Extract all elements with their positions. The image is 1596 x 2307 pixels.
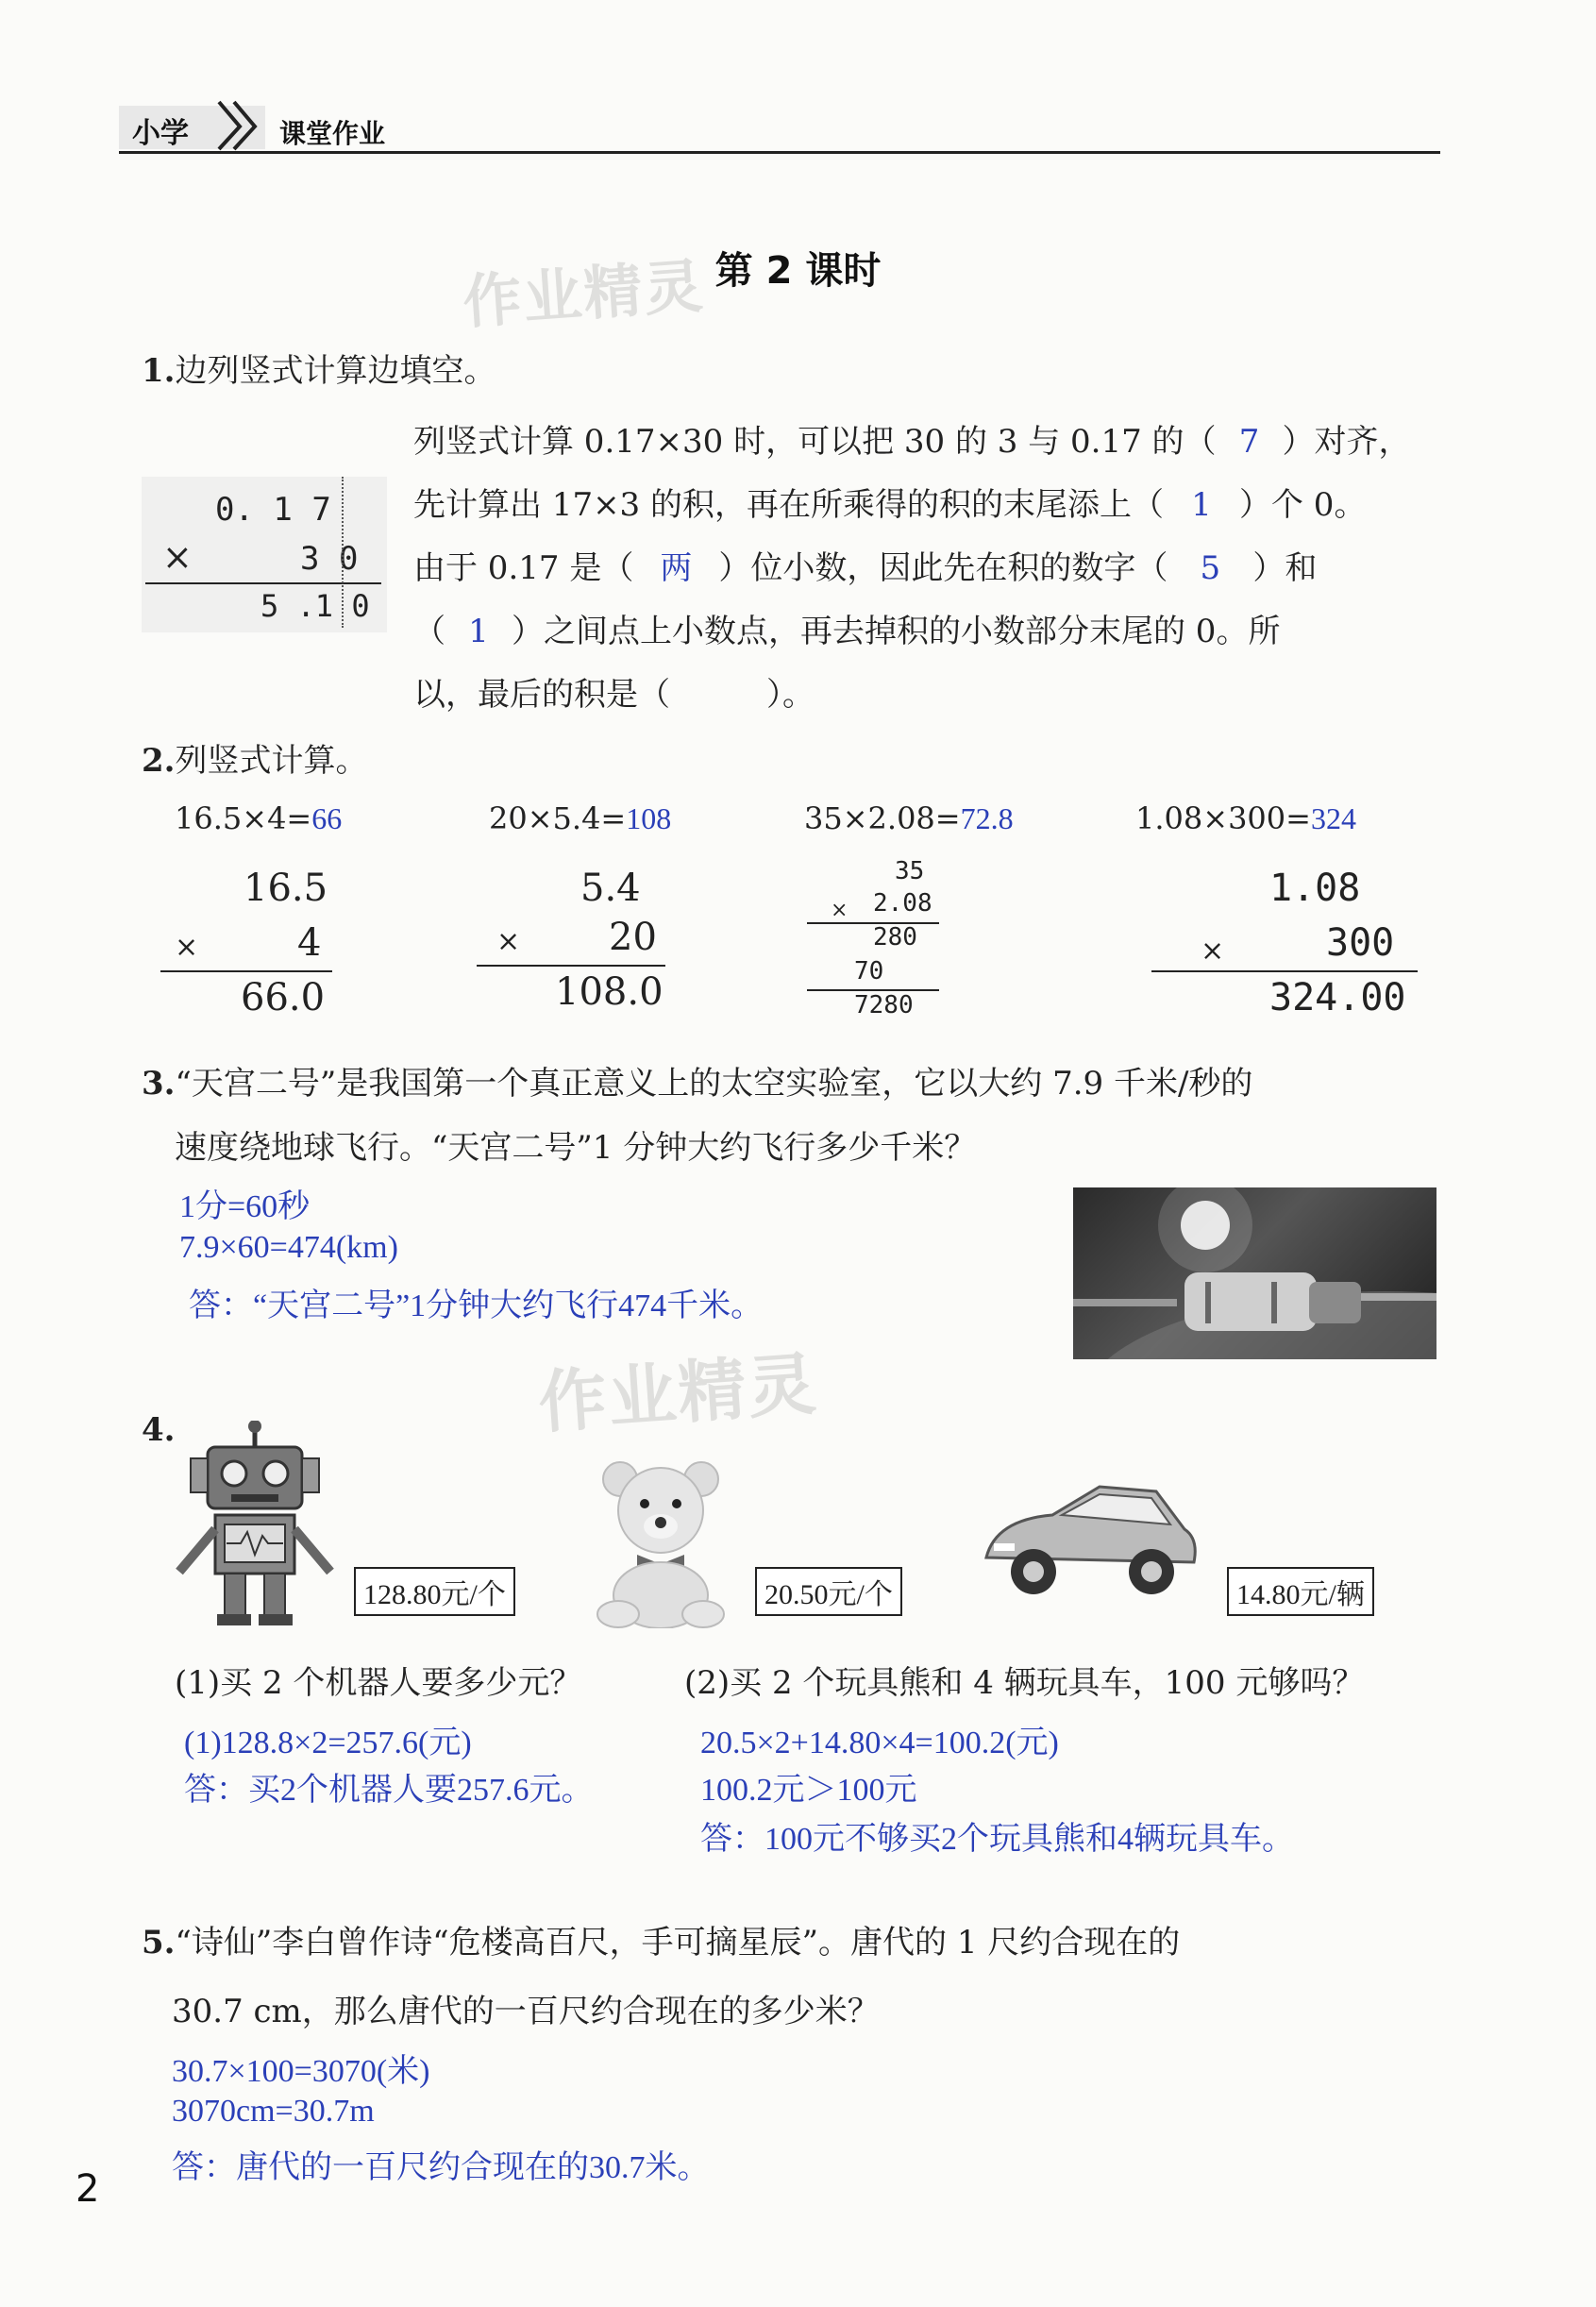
robot-icon (170, 1421, 340, 1628)
robot-price-tag: 128.80元/个 (354, 1567, 515, 1616)
q2-p4-top: 1.08 (1269, 867, 1361, 910)
q5-answer-2: 3070cm=30.7m (172, 2094, 375, 2129)
q4-answer-2b: 100.2元＞100元 (700, 1773, 917, 1808)
q2-p2-line (477, 965, 665, 967)
times-sign: × (162, 536, 193, 578)
q1-vert-line (145, 582, 381, 584)
q2-p1-result: 66.0 (241, 976, 326, 1019)
q3-number: 3. (142, 1065, 176, 1103)
q1-vert-result: 5 .1 0 (260, 588, 370, 624)
q5-line1: 5.“诗仙”李白曾作诗“危楼高百尺，手可摘星辰”。唐代的 1 尺约合现在的 (142, 1924, 1181, 1962)
q1-line1: 列竖式计算 0.17×30 时，可以把 30 的 3 与 0.17 的（ 7 ）对齐， (413, 423, 1411, 461)
tiangong-image (1073, 1187, 1436, 1359)
watermark-middle: 作业精灵 (535, 1343, 821, 1443)
q1-line5: 以，最后的积是（ ）。 (413, 676, 815, 714)
header-right-label: 课堂作业 (279, 118, 386, 149)
q2-p3-partial1: 280 (873, 923, 917, 951)
q3-answer-1: 1分=60秒 (179, 1189, 311, 1224)
q5-answer-1: 30.7×100=3070(米) (172, 2054, 430, 2089)
q5-line2: 30.7 cm，那么唐代的一百尺约合现在的多少米？ (172, 1993, 880, 2030)
q1-blank4: 5 (1200, 549, 1221, 587)
times-sign: × (831, 899, 848, 922)
q2-prompt: 2.列竖式计算。 (142, 742, 368, 780)
q4-answer-1a: (1)128.8×2=257.6(元) (184, 1726, 472, 1760)
q3-answer-2: 7.9×60=474(km) (179, 1230, 398, 1265)
q5-number: 5. (142, 1924, 176, 1962)
q1-line2: 先计算出 17×3 的积，再在所乘得的积的末尾添上（ 1 ）个 0。 (413, 486, 1367, 524)
q2-p3-partial2: 70 (854, 957, 884, 985)
header-rule (119, 151, 1440, 154)
q3-line2: 速度绕地球飞行。“天宫二号”1 分钟大约飞行多少千米？ (175, 1129, 977, 1167)
q1-vert-row2: 3 0 (300, 540, 359, 578)
q4-answer-2a: 20.5×2+14.80×4=100.2(元) (700, 1726, 1059, 1760)
teddy-bear-icon (590, 1458, 731, 1628)
q1-number: 1. (142, 352, 176, 390)
q2-p4-result: 324.00 (1269, 976, 1406, 1019)
q2-p3-top: 35 (895, 857, 925, 885)
q2-p1-expr: 16.5×4=66 (175, 800, 343, 836)
q4-sub2: (2)买 2 个玩具熊和 4 辆玩具车，100 元够吗？ (684, 1664, 1365, 1702)
q1-align-guide (342, 477, 344, 628)
q1-line3: 由于 0.17 是（ 两 ）位小数，因此先在积的数字（ 5 ）和 (413, 542, 1317, 588)
q1-blank3: 两 (660, 549, 693, 587)
q2-p4-line (1151, 970, 1418, 972)
q1-blank5: 1 (468, 613, 489, 650)
car-price-tag: 14.80元/辆 (1227, 1567, 1374, 1616)
q2-number: 2. (142, 742, 176, 780)
q4-sub1: (1)买 2 个机器人要多少元？ (175, 1664, 582, 1702)
q5-answer-3: 答：唐代的一百尺约合现在的30.7米。 (172, 2150, 710, 2185)
q2-p1-top: 16.5 (244, 867, 328, 910)
page-number: 2 (76, 2167, 100, 2211)
q4-answer-1b: 答：买2个机器人要257.6元。 (184, 1773, 594, 1808)
q1-vert-row1: 0. 1 7 (215, 491, 331, 529)
q3-line1: 3.“天宫二号”是我国第一个真正意义上的太空实验室，它以大约 7.9 千米/秒的 (142, 1065, 1253, 1103)
q1-vertical-calc (142, 477, 387, 632)
q2-p3-expr: 35×2.08=72.8 (804, 800, 1014, 836)
q2-p2-result: 108.0 (555, 970, 664, 1014)
q2-p3-result: 7280 (854, 991, 914, 1019)
q2-p4-mul: 300 (1326, 921, 1395, 965)
q1-blank1: 7 (1238, 423, 1260, 461)
q1-prompt: 1.边列竖式计算边填空。 (142, 352, 496, 390)
times-sign: × (1201, 935, 1225, 968)
header-left-label: 小学 (132, 117, 189, 150)
q2-p2-expr: 20×5.4=108 (489, 800, 672, 836)
q3-answer-3: 答：“天宫二号”1分钟大约飞行474千米。 (189, 1288, 764, 1323)
times-sign: × (496, 925, 521, 958)
q2-p3-mul: 2.08 (873, 889, 932, 918)
space-station-photo (1073, 1187, 1436, 1359)
q2-p2-mul: 20 (609, 916, 657, 959)
q2-p1-line (160, 970, 332, 972)
q4-answer-2c: 答：100元不够买2个玩具熊和4辆玩具车。 (700, 1822, 1294, 1857)
times-sign: × (175, 931, 199, 964)
watermark-top: 作业精灵 (461, 251, 707, 337)
toy-car-icon (967, 1468, 1203, 1609)
q2-p1-mul: 4 (297, 921, 322, 965)
q4-number: 4. (142, 1411, 176, 1449)
double-chevron-icon (211, 98, 268, 151)
bear-price-tag: 20.50元/个 (755, 1567, 902, 1616)
q2-p4-expr: 1.08×300=324 (1135, 800, 1356, 836)
page-title: 第 2 课时 (714, 249, 882, 293)
q1-line4: （ 1 ）之间点上小数点，再去掉积的小数部分末尾的 0。所 (413, 613, 1281, 650)
q1-blank2: 1 (1191, 486, 1212, 524)
q2-p2-top: 5.4 (580, 867, 641, 910)
